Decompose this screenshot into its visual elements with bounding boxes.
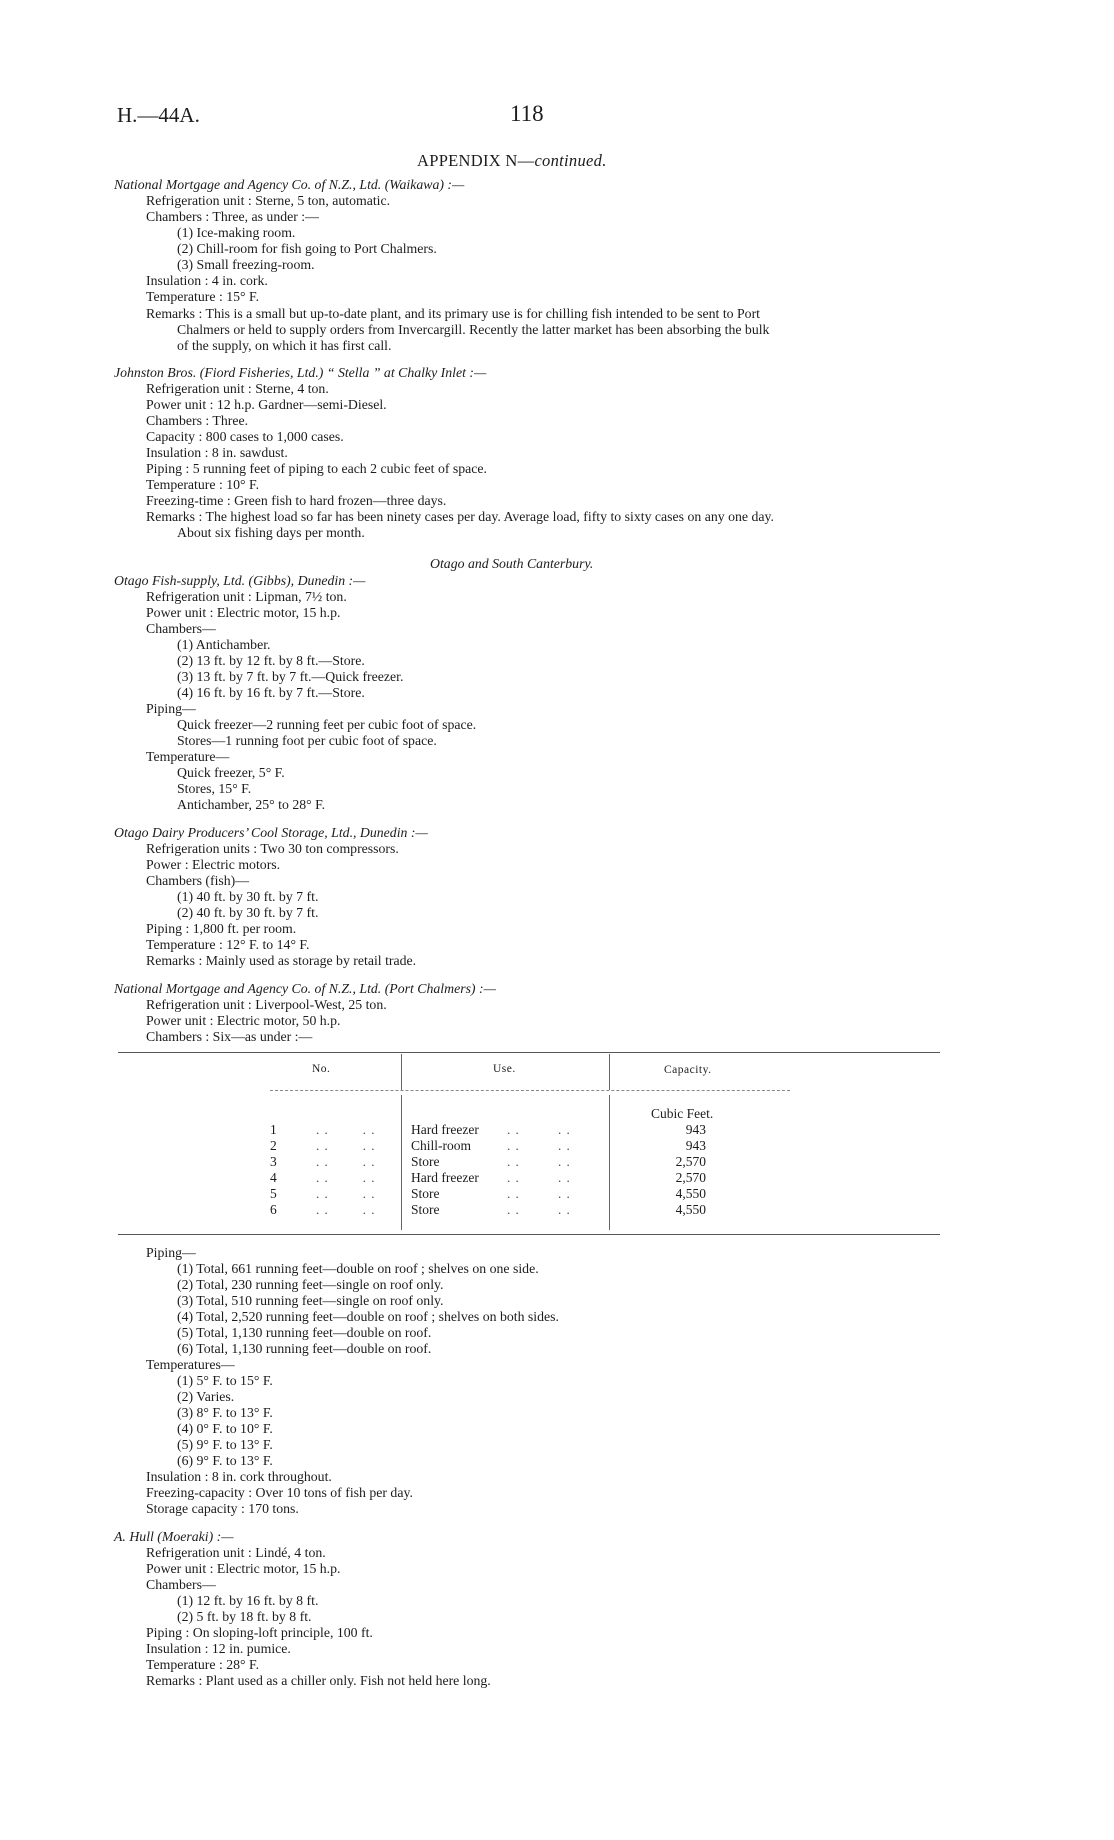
column-header-no: No. — [312, 1063, 331, 1075]
text-line: (1) 12 ft. by 16 ft. by 8 ft. — [177, 1593, 319, 1608]
region-heading: Otago and South Canterbury. — [430, 556, 594, 571]
section-heading-otago-fish-supply: Otago Fish-supply, Ltd. (Gibbs), Dunedin :— — [114, 573, 366, 588]
table-cell-use: Store — [411, 1154, 440, 1169]
text-line: Temperature : 15° F. — [146, 289, 260, 304]
text-line: (3) 8° F. to 13° F. — [177, 1405, 273, 1420]
text-line: Insulation : 4 in. cork. — [146, 273, 268, 288]
table-cell-capacity: 4,550 — [675, 1186, 706, 1201]
table-cell-use: Hard freezer — [411, 1122, 479, 1137]
text-line: Refrigeration unit : Lindé, 4 ton. — [146, 1545, 326, 1560]
text-line: (1) 40 ft. by 30 ft. by 7 ft. — [177, 889, 319, 904]
section-heading-otago-dairy: Otago Dairy Producers’ Cool Storage, Ltd., Dunedin :— — [114, 825, 428, 840]
table-cell-capacity: 943 — [685, 1138, 706, 1153]
table-cell-no: 1 — [270, 1122, 277, 1137]
text-line: (6) Total, 1,130 running feet—double on roof. — [177, 1341, 432, 1356]
text-line: (1) Ice-making room. — [177, 225, 296, 240]
text-line: Quick freezer—2 running feet per cubic foot of space. — [177, 717, 477, 732]
text-line: Piping : On sloping-loft principle, 100 ft. — [146, 1625, 373, 1640]
text-line: (1) Total, 661 running feet—double on roof ; shelves on one side. — [177, 1261, 539, 1276]
leader-dots: . . . . — [316, 1154, 376, 1169]
table-divider — [401, 1054, 402, 1090]
table-cell-capacity: 2,570 — [675, 1154, 706, 1169]
text-line: Freezing-time : Green fish to hard frozen—three days. — [146, 493, 447, 508]
text-line: Piping— — [146, 701, 196, 716]
table-cell-use: Store — [411, 1186, 440, 1201]
leader-dots: . . . . — [316, 1202, 376, 1217]
text-line: Storage capacity : 170 tons. — [146, 1501, 299, 1516]
text-line: Chambers— — [146, 1577, 216, 1592]
table-cell-no: 3 — [270, 1154, 277, 1169]
table-cell-capacity: 943 — [685, 1122, 706, 1137]
text-line: Refrigeration unit : Sterne, 5 ton, automatic. — [146, 193, 391, 208]
text-line: (1) 5° F. to 15° F. — [177, 1373, 273, 1388]
text-line: Temperature : 10° F. — [146, 477, 260, 492]
text-line: (6) 9° F. to 13° F. — [177, 1453, 273, 1468]
text-line: (2) Varies. — [177, 1389, 235, 1404]
text-line: Piping : 1,800 ft. per room. — [146, 921, 297, 936]
text-line: Power unit : 12 h.p. Gardner—semi-Diesel. — [146, 397, 387, 412]
capacity-unit: Cubic Feet. — [651, 1106, 714, 1121]
table-cell-use: Chill-room — [411, 1138, 471, 1153]
text-line: Chambers— — [146, 621, 216, 636]
table-cell-no: 5 — [270, 1186, 277, 1201]
text-line: About six fishing days per month. — [177, 525, 365, 540]
text-line: Power unit : Electric motor, 15 h.p. — [146, 1561, 341, 1576]
text-line: (4) 16 ft. by 16 ft. by 7 ft.—Store. — [177, 685, 365, 700]
text-line: Insulation : 8 in. sawdust. — [146, 445, 288, 460]
text-line: Remarks : The highest load so far has been ninety cases per day. Average load, fifty to sixty cases on any one day. — [146, 509, 774, 524]
table-cell-use: Hard freezer — [411, 1170, 479, 1185]
text-line: (3) Total, 510 running feet—single on roof only. — [177, 1293, 444, 1308]
text-line: Insulation : 12 in. pumice. — [146, 1641, 291, 1656]
text-line: Chalmers or held to supply orders from Invercargill. Recently the latter market has been absorbing the bulk — [177, 322, 770, 337]
table-cell-capacity: 4,550 — [675, 1202, 706, 1217]
appendix-title: APPENDIX N—continued. — [417, 151, 607, 170]
leader-dots: . . . . — [507, 1186, 571, 1201]
table-cell-no: 2 — [270, 1138, 277, 1153]
text-line: Insulation : 8 in. cork throughout. — [146, 1469, 332, 1484]
text-line: Stores, 15° F. — [177, 781, 252, 796]
text-line: (2) Total, 230 running feet—single on roof only. — [177, 1277, 444, 1292]
table-cell-no: 4 — [270, 1170, 277, 1185]
section-heading-port-chalmers: National Mortgage and Agency Co. of N.Z., Ltd. (Port Chalmers) :— — [114, 981, 496, 996]
text-line: (5) Total, 1,130 running feet—double on roof. — [177, 1325, 432, 1340]
header-rule — [270, 1090, 790, 1091]
text-line: Remarks : Plant used as a chiller only. Fish not held here long. — [146, 1673, 491, 1688]
text-line: Power unit : Electric motor, 15 h.p. — [146, 605, 341, 620]
table-divider — [401, 1095, 402, 1230]
text-line: (1) Antichamber. — [177, 637, 271, 652]
text-line: Remarks : Mainly used as storage by retail trade. — [146, 953, 417, 968]
text-line: (5) 9° F. to 13° F. — [177, 1437, 273, 1452]
column-header-capacity: Capacity. — [664, 1064, 712, 1076]
text-line: (3) Small freezing-room. — [177, 257, 315, 272]
leader-dots: . . . . — [507, 1170, 571, 1185]
document-reference: H.—44A. — [117, 103, 200, 127]
column-header-use: Use. — [493, 1063, 516, 1075]
table-top-rule — [118, 1052, 940, 1053]
text-line: (3) 13 ft. by 7 ft. by 7 ft.—Quick freezer. — [177, 669, 404, 684]
text-line: Chambers : Six—as under :— — [146, 1029, 313, 1044]
leader-dots: . . . . — [507, 1122, 571, 1137]
section-heading-waikawa: National Mortgage and Agency Co. of N.Z., Ltd. (Waikawa) :— — [114, 177, 465, 192]
section-heading-johnston: Johnston Bros. (Fiord Fisheries, Ltd.) “ Stella ” at Chalky Inlet :— — [114, 365, 487, 380]
text-line: Chambers : Three, as under :— — [146, 209, 319, 224]
text-line: Power unit : Electric motor, 50 h.p. — [146, 1013, 341, 1028]
text-line: Temperature : 12° F. to 14° F. — [146, 937, 310, 952]
text-line: Refrigeration units : Two 30 ton compressors. — [146, 841, 399, 856]
text-line: Refrigeration unit : Sterne, 4 ton. — [146, 381, 329, 396]
section-heading-hull: A. Hull (Moeraki) :— — [114, 1529, 234, 1544]
table-divider — [609, 1054, 610, 1090]
text-line: (2) 40 ft. by 30 ft. by 7 ft. — [177, 905, 319, 920]
table-cell-no: 6 — [270, 1202, 277, 1217]
text-line: Antichamber, 25° to 28° F. — [177, 797, 326, 812]
text-line: Remarks : This is a small but up-to-date plant, and its primary use is for chilling fish intended to be sent to Port — [146, 306, 760, 321]
text-line: Chambers (fish)— — [146, 873, 250, 888]
leader-dots: . . . . — [507, 1202, 571, 1217]
text-line: (2) 5 ft. by 18 ft. by 8 ft. — [177, 1609, 312, 1624]
leader-dots: . . . . — [316, 1138, 376, 1153]
leader-dots: . . . . — [507, 1154, 571, 1169]
text-line: Piping : 5 running feet of piping to each 2 cubic feet of space. — [146, 461, 487, 476]
leader-dots: . . . . — [316, 1122, 376, 1137]
leader-dots: . . . . — [316, 1170, 376, 1185]
text-line: Refrigeration unit : Liverpool-West, 25 ton. — [146, 997, 387, 1012]
leader-dots: . . . . — [316, 1186, 376, 1201]
page-number: 118 — [510, 101, 544, 126]
text-line: Temperatures— — [146, 1357, 235, 1372]
text-line: Temperature— — [146, 749, 230, 764]
text-line: (4) 0° F. to 10° F. — [177, 1421, 273, 1436]
table-bottom-rule — [118, 1234, 940, 1235]
text-line: Chambers : Three. — [146, 413, 249, 428]
leader-dots: . . . . — [507, 1138, 571, 1153]
text-line: Quick freezer, 5° F. — [177, 765, 285, 780]
table-divider — [609, 1095, 610, 1230]
text-line: Stores—1 running foot per cubic foot of space. — [177, 733, 437, 748]
text-line: (4) Total, 2,520 running feet—double on roof ; shelves on both sides. — [177, 1309, 559, 1324]
text-line: Freezing-capacity : Over 10 tons of fish per day. — [146, 1485, 413, 1500]
text-line: of the supply, on which it has first call. — [177, 338, 392, 353]
text-line: Power : Electric motors. — [146, 857, 281, 872]
text-line: (2) 13 ft. by 12 ft. by 8 ft.—Store. — [177, 653, 365, 668]
text-line: Capacity : 800 cases to 1,000 cases. — [146, 429, 344, 444]
table-cell-capacity: 2,570 — [675, 1170, 706, 1185]
text-line: Piping— — [146, 1245, 196, 1260]
text-line: Refrigeration unit : Lipman, 7½ ton. — [146, 589, 347, 604]
table-cell-use: Store — [411, 1202, 440, 1217]
text-line: (2) Chill-room for fish going to Port Chalmers. — [177, 241, 437, 256]
text-line: Temperature : 28° F. — [146, 1657, 260, 1672]
